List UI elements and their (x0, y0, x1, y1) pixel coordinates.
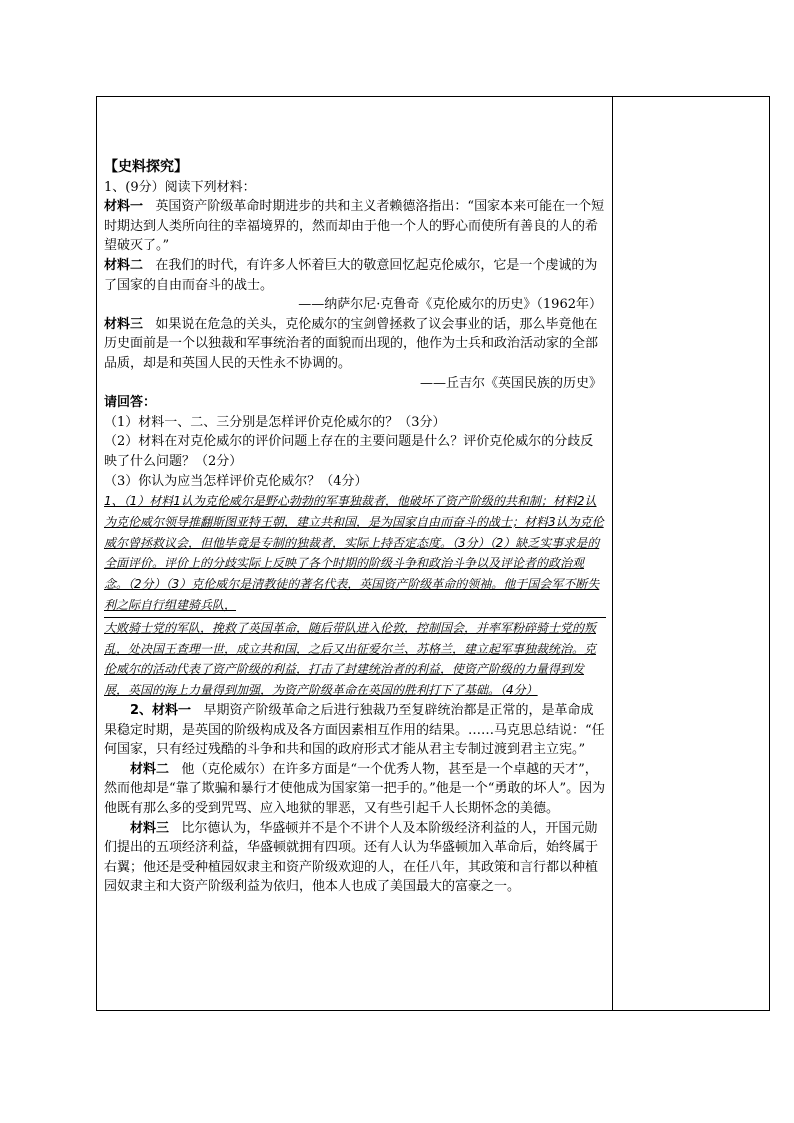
section-heading: 【史料探究】 (104, 159, 188, 175)
q1-sub-question-2: （2）材料在对克伦威尔的评价问题上存在的主要问题是什么？评价克伦威尔的分歧反映了什么问题？（2分） (104, 434, 594, 469)
q1-answer-part-1: 1、（1）材料1认为克伦威尔是野心勃勃的军事独裁者，他破坏了资产阶级的共和制；材料2认为克伦威尔领导推翻斯图亚特王朝，建立共和国，是为国家自由而奋斗的战士；材料3认为克伦威尔曾拯救议会，但他毕竟是专制的独裁者，实际上持否定态度。（3分）（2）缺乏实事求是的全面评价。评价上的分歧实际上反映了各个时期的阶级斗争和政治斗争以及评论者的政治观念。（2分）（3）克伦威尔是清教徒的著名代表，英国资产阶级革命的领袖。他于国会军不断失利之际自行组建骑兵队， (104, 494, 604, 613)
q2-m1-text: 早期资产阶级革命之后进行独裁乃至复辟统治都是正常的，是革命成果稳定时期，是英国的阶级构成及各方面因素相互作用的结果。……马克思总结说：“任何国家，只有经过残酷的斗争和共和国的政府形式才能从君主专制过渡到君主立宪。” (104, 703, 605, 758)
q1-sub-question-1: （1）材料一、二、三分别是怎样评价克伦威尔的？（3分） (104, 414, 446, 430)
q1-ask-label: 请回答： (104, 395, 157, 411)
q2-material-3 (104, 819, 606, 897)
q2-m1-label: 2、材料一 (130, 703, 192, 719)
q2-m3-label: 材料三 (130, 820, 170, 836)
q1-m3-source: ——丘吉尔《英国民族的历史》 (419, 375, 602, 391)
q1-material-3 (104, 315, 606, 374)
q2-material-1 (104, 701, 606, 760)
q1-material-1 (104, 197, 606, 256)
q1-m2-text: 在我们的时代，有许多人怀着巨大的敬意回忆起克伦威尔，它是一个虔诚的为了国家的自由而奋斗的战士。 (104, 257, 598, 293)
main-content (104, 158, 606, 897)
q2-m3-text: 比尔德认为，华盛顿并不是个不讲个人及本阶级经济利益的人，开国元勋们提出的五项经济利益，华盛顿就拥有四项。还有人认为华盛顿加入革命后，始终属于右翼；他还是受种植园奴隶主和资产阶级欢迎的人，在任八年，其政策和言行都以种植园奴隶主和大资产阶级利益为依归，他本人也成了美国最大的富豪之一。 (104, 820, 599, 895)
q1-m1-text: 英国资产阶级革命时期进步的共和主义者赖德洛指出：“国家本来可能在一个短时期达到人类所向往的幸福境界的，然而却由于他一个人的野心而使所有善良的人的希望破灭了。” (104, 199, 605, 254)
q1-intro: 1、(9分）阅读下列材料： (104, 179, 256, 195)
q1-m3-label: 材料三 (104, 316, 144, 332)
q1-answer-part-2: 大败骑士党的军队，挽救了英国革命，随后带队进入伦敦，控制国会，并率军粉碎骑士党的叛乱，处决国王查理一世，成立共和国，之后又出征爱尔兰、苏格兰，建立起军事独裁统治。克伦威尔的活动代表了资产阶级的利益，打击了封建统治者的利益，使资产阶级的力量得到发展，英国的海上力量得到加强，为资产阶级革命在英国的胜利打下了基础。（4分） (104, 620, 597, 698)
q1-m2-source: ——纳萨尔尼·克鲁奇《克伦威尔的历史》（1962年） (298, 297, 602, 313)
q1-m2-label: 材料二 (104, 257, 144, 273)
q2-material-2 (104, 760, 606, 819)
q1-material-2 (104, 256, 606, 295)
q1-sub-question-3: （3）你认为应当怎样评价克伦威尔？（4分） (104, 473, 368, 489)
q2-m2-text: 他（克伦威尔）在许多方面是“一个优秀人物，甚至是一个卓越的天才”，然而他却是“靠了欺骗和暴行才使他成为国家第一把手的。”他是一个“勇敢的坏人”。因为他既有那么多的受到咒骂、应入地狱的罪恶，又有些引起千人长期怀念的美德。 (104, 761, 606, 817)
q1-m1-label: 材料一 (104, 199, 144, 215)
q2-m2-label: 材料二 (130, 761, 170, 777)
q1-m3-text: 如果说在危急的关头，克伦威尔的宝剑曾拯救了议会事业的话，那么毕竟他在历史面前是一个以独裁和军事统治者的面貌而出现的，他作为士兵和政治活动家的全部品质，却是和英国人民的天性永不协调的。 (104, 316, 599, 371)
column-divider (612, 96, 613, 1011)
